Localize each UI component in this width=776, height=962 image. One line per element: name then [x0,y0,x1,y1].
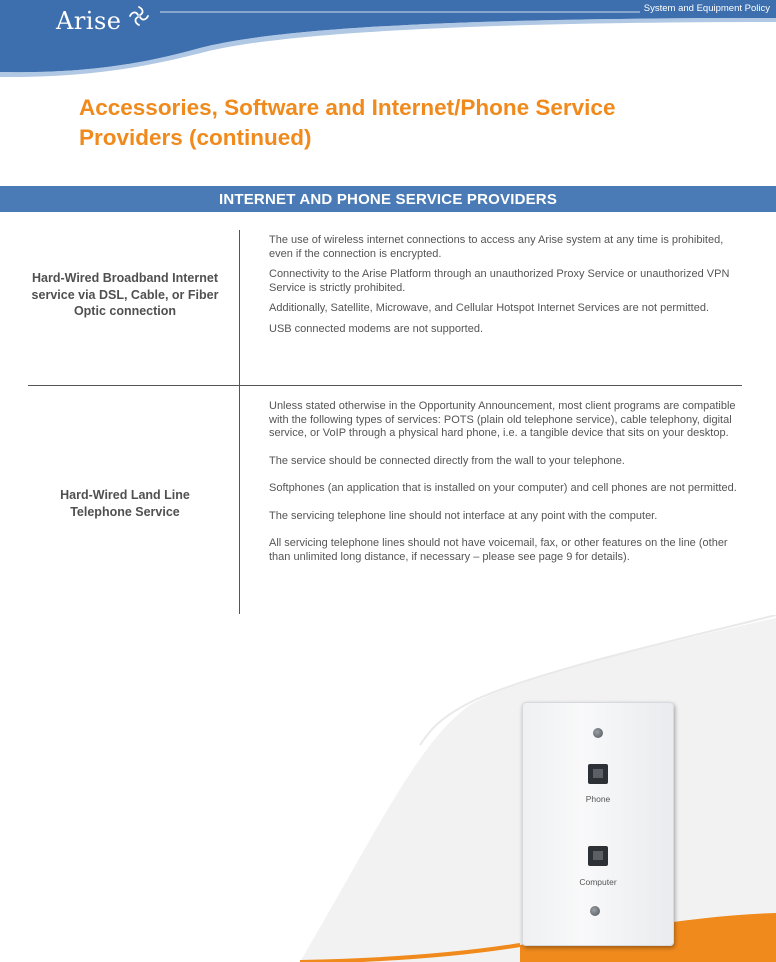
column-divider [239,230,240,385]
paragraph: Additionally, Satellite, Microwave, and Cellular Hotspot Internet Services are not permitted. [269,302,710,314]
row-label: Hard-Wired Broadband Internet service via DSL, Cable, or Fiber Optic connection [31,271,219,318]
paragraph: Unless stated otherwise in the Opportunity Announcement, most client programs are compatible with the following types of services: POTS (plain old telephone service), cable telephony, digital service, or VoIP through a physical hard phone, i.e. a tangible device that sits on your desktop. [269,400,736,439]
row-body [269,234,739,336]
column-divider [239,386,240,614]
paragraph: The servicing telephone line should not interface at any point with the computer. [269,509,658,522]
phone-jack-icon [588,764,608,784]
jack-label-computer: Computer [579,877,617,887]
paragraph: Softphones (an application that is installed on your computer) and cell phones are not permitted. [269,482,737,494]
table-row [0,386,776,614]
paragraph: The service should be connected directly from the wall to your telephone. [269,454,625,467]
paragraph: The use of wireless internet connections to access any Arise system at any time is prohibited, even if the connection is encrypted. [269,234,724,260]
section-banner: INTERNET AND PHONE SERVICE PROVIDERS [0,186,776,212]
logo-swirl-icon [128,5,150,27]
document-section-label: System and Equipment Policy [643,3,770,14]
row-label: Hard-Wired Land Line Telephone Service [60,488,190,519]
paragraph: Connectivity to the Arise Platform through an unauthorized Proxy Service or unauthorized VPN Service is strictly prohibited. [269,268,730,294]
arise-logo: Arise [56,7,122,35]
computer-jack-icon [588,846,608,866]
screw-icon [593,728,603,738]
jack-label-phone: Phone [585,794,611,804]
screw-icon [590,906,600,916]
table-row [0,230,776,385]
page-title: Accessories, Software and Internet/Phone Service Providers (continued) [79,95,616,150]
wall-plate-image [522,702,674,946]
paragraph: USB connected modems are not supported. [269,322,484,335]
paragraph: All servicing telephone lines should not have voicemail, fax, or other features on the line (other than unlimited long distance, if necessary – please see page 9 for details). [269,537,728,563]
row-body [269,400,739,564]
